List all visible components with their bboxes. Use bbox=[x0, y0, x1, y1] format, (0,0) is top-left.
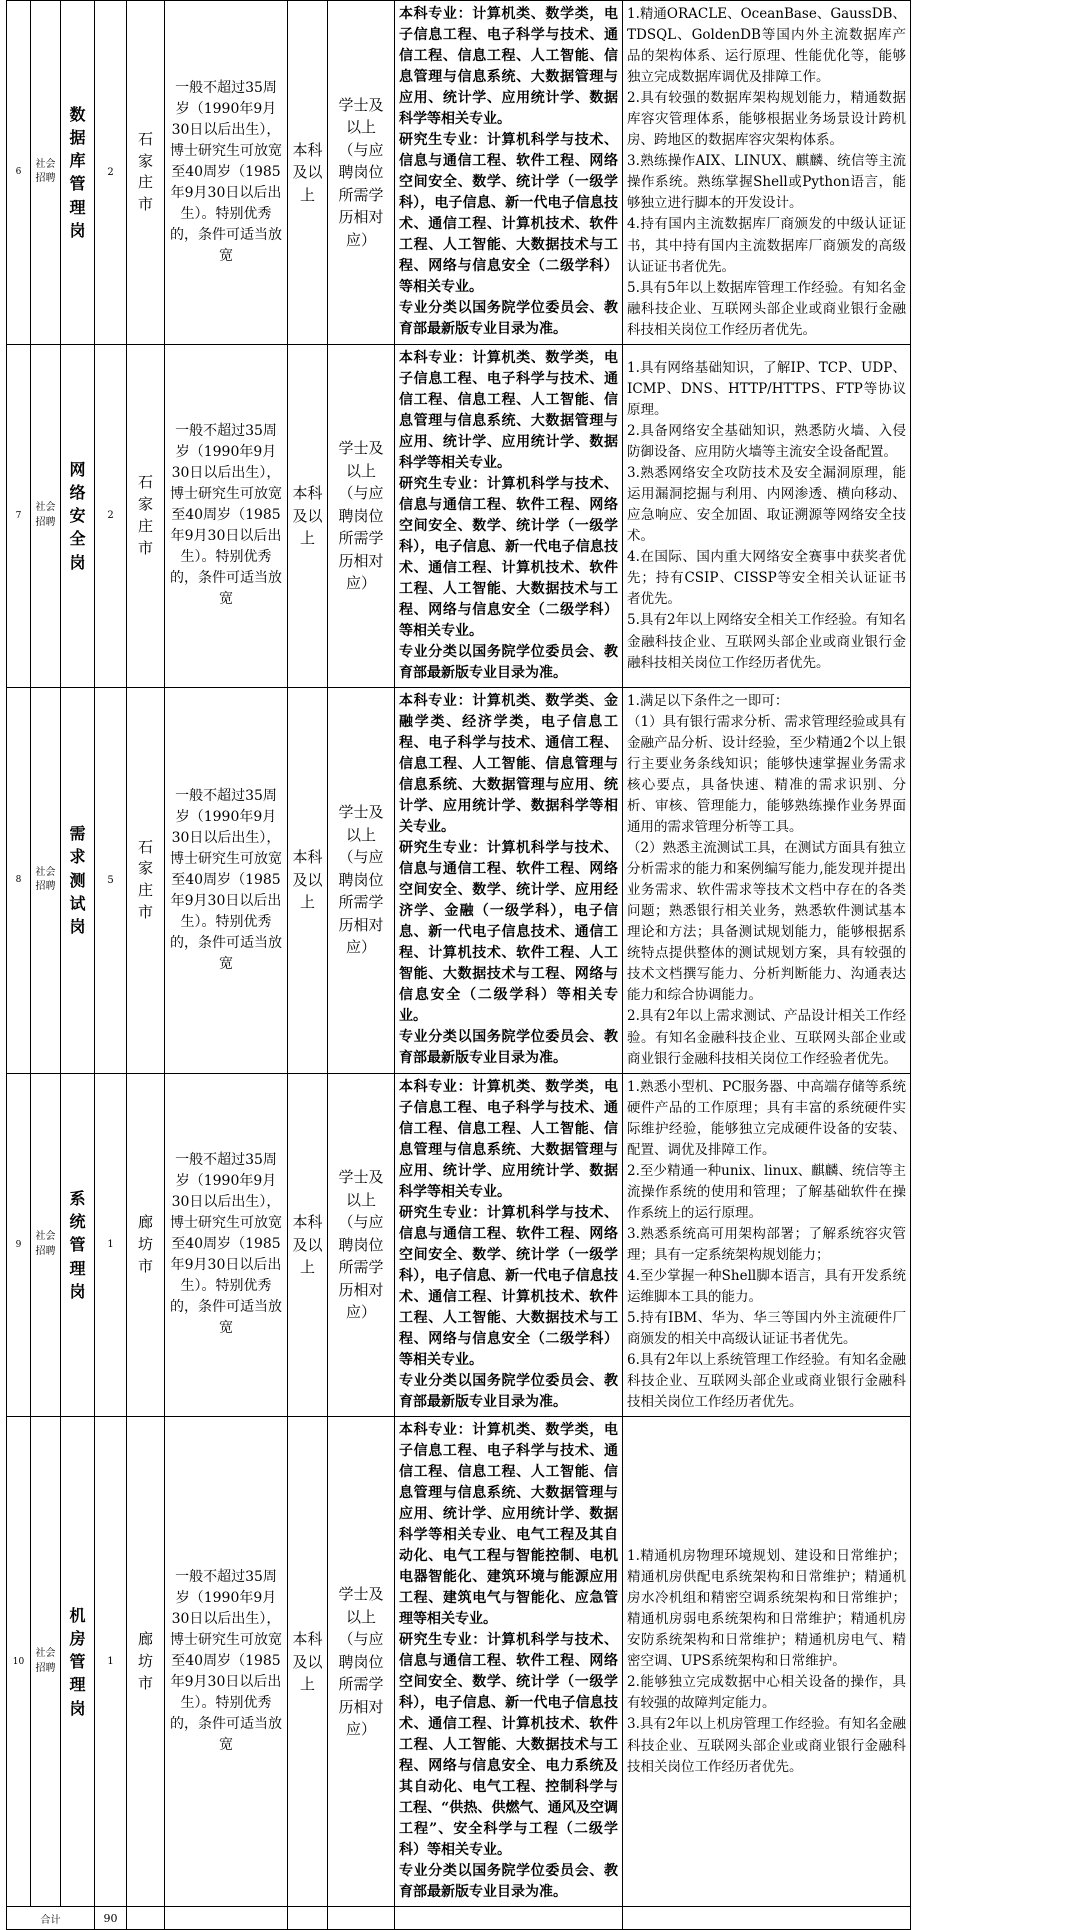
requirement-line: 1.精通ORACLE、OceanBase、GaussDB、TDSQL、GoldenDB等国内外主流数据库产品的架构体系、运行原理、性能优化等，能够独立完成数据库调优及排障工作。 bbox=[627, 6, 906, 86]
requirement-line: 4.在国际、国内重大网络安全赛事中获奖者优先；持有CSIP、CISSP等安全相关认证证书者优先。 bbox=[627, 549, 906, 608]
job-requirements bbox=[623, 687, 911, 1073]
age-requirement: 一般不超过35周岁（1990年9月30日以后出生），博士研究生可放宽至40周岁（1985年9月30日以后出生）。特别优秀的，条件可适当放宽 bbox=[165, 1, 288, 345]
age-requirement: 一般不超过35周岁（1990年9月30日以后出生），博士研究生可放宽至40周岁（1985年9月30日以后出生）。特别优秀的，条件可适当放宽 bbox=[165, 1073, 288, 1417]
empty-cell bbox=[127, 1907, 165, 1930]
age-requirement: 一般不超过35周岁（1990年9月30日以后出生），博士研究生可放宽至40周岁（1985年9月30日以后出生）。特别优秀的，条件可适当放宽 bbox=[165, 344, 288, 687]
total-label: 合计 bbox=[7, 1907, 95, 1930]
empty-cell bbox=[328, 1907, 395, 1930]
requirement-line: 6.具有2年以上系统管理工作经验。有知名金融科技企业、互联网头部企业或商业银行金融科技相关岗位工作经历者优先。 bbox=[627, 1352, 906, 1411]
requirement-line: 5.持有IBM、华为、华三等国内外主流硬件厂商颁发的相关中高级认证证书者优先。 bbox=[627, 1310, 906, 1348]
major-line: 专业分类以国务院学位委员会、教育部最新版专业目录为准。 bbox=[399, 643, 618, 681]
table-row bbox=[7, 344, 911, 687]
major-line: 研究生专业：计算机科学与技术、信息与通信工程、软件工程、网络空间安全、数学、统计学（一级学科），电子信息、新一代电子信息技术、通信工程、计算机技术、软件工程、人工智能、大数据技术与工程、网络与信息安全（二级学科）等相关专业。 bbox=[399, 1204, 618, 1368]
row-number: 9 bbox=[7, 1073, 31, 1417]
major-line: 本科专业：计算机类、数学类、金融学类、经济学类，电子信息工程、电子科学与技术、通信工程、信息工程、人工智能、信息管理与信息系统、大数据管理与应用、统计学、应用统计学、数据科学等相关专业。 bbox=[399, 693, 618, 836]
recruit-type: 社会招聘 bbox=[31, 1417, 61, 1907]
education-requirement: 本科及以上 bbox=[288, 1073, 328, 1417]
major-line: 专业分类以国务院学位委员会、教育部最新版专业目录为准。 bbox=[399, 1029, 618, 1067]
position-name: 网络安全岗 bbox=[61, 344, 95, 687]
major-requirements bbox=[395, 1417, 623, 1907]
degree-requirement: 学士及以上（与应聘岗位所需学历相对应） bbox=[328, 1, 395, 345]
requirement-line: 2.具备网络安全基础知识，熟悉防火墙、入侵防御设备、应用防火墙等主流安全设备配置。 bbox=[627, 423, 906, 461]
headcount: 5 bbox=[95, 687, 127, 1073]
total-count: 90 bbox=[95, 1907, 127, 1930]
row-number: 8 bbox=[7, 687, 31, 1073]
education-requirement: 本科及以上 bbox=[288, 1417, 328, 1907]
job-requirements bbox=[623, 1073, 911, 1417]
table-body bbox=[7, 1, 911, 1930]
requirement-line: 1.具有网络基础知识，了解IP、TCP、UDP、ICMP、DNS、HTTP/HTTPS、FTP等协议原理。 bbox=[627, 359, 906, 418]
position-name: 系统管理岗 bbox=[61, 1073, 95, 1417]
major-line: 研究生专业：计算机科学与技术、信息与通信工程、软件工程、网络空间安全、数学、统计学（一级学科），电子信息、新一代电子信息技术、通信工程、计算机技术、软件工程、人工智能、大数据技术与工程、网络与信息安全（二级学科）等相关专业。 bbox=[399, 132, 618, 296]
row-number: 7 bbox=[7, 344, 31, 687]
recruit-type: 社会招聘 bbox=[31, 1073, 61, 1417]
requirement-line: 2.至少精通一种unix、linux、麒麟、统信等主流操作系统的使用和管理；了解基础软件在操作系统上的运行原理。 bbox=[627, 1162, 906, 1221]
work-location: 廊坊市 bbox=[127, 1417, 165, 1907]
degree-requirement: 学士及以上（与应聘岗位所需学历相对应） bbox=[328, 687, 395, 1073]
major-line: 专业分类以国务院学位委员会、教育部最新版专业目录为准。 bbox=[399, 1372, 618, 1410]
major-requirements bbox=[395, 344, 623, 687]
empty-cell bbox=[623, 1907, 911, 1930]
recruitment-table bbox=[6, 0, 911, 1930]
job-requirements bbox=[623, 1417, 911, 1907]
major-line: 本科专业：计算机类、数学类，电子信息工程、电子科学与技术、通信工程、信息工程、人工智能、信息管理与信息系统、大数据管理与应用、统计学、应用统计学、数据科学等相关专业。 bbox=[399, 349, 618, 471]
table-row bbox=[7, 1417, 911, 1907]
requirement-line: 4.持有国内主流数据库厂商颁发的中级认证证书，其中持有国内主流数据库厂商颁发的高级认证证书者优先。 bbox=[627, 216, 906, 275]
job-requirements bbox=[623, 344, 911, 687]
table-row bbox=[7, 1073, 911, 1417]
major-requirements bbox=[395, 1073, 623, 1417]
requirement-line: 1.熟悉小型机、PC服务器、中高端存储等系统硬件产品的工作原理；具有丰富的系统硬件实际维护经验，能够独立完成硬件设备的安装、配置、调优及排障工作。 bbox=[627, 1078, 906, 1158]
requirement-line: 3.熟悉系统高可用架构部署；了解系统容灾管理；具有一定系统架构规划能力； bbox=[627, 1225, 906, 1263]
headcount: 2 bbox=[95, 344, 127, 687]
recruit-type: 社会招聘 bbox=[31, 344, 61, 687]
education-requirement: 本科及以上 bbox=[288, 1, 328, 345]
requirement-line: 1.满足以下条件之一即可： bbox=[627, 692, 789, 709]
degree-requirement: 学士及以上（与应聘岗位所需学历相对应） bbox=[328, 1073, 395, 1417]
requirement-line: 3.具有2年以上机房管理工作经验。有知名金融科技企业、互联网头部企业或商业银行金融科技相关岗位工作经历者优先。 bbox=[627, 1716, 906, 1775]
headcount: 1 bbox=[95, 1417, 127, 1907]
total-row bbox=[7, 1907, 911, 1930]
requirement-line: 4.至少掌握一种Shell脚本语言，具有开发系统运维脚本工具的能力。 bbox=[627, 1268, 906, 1306]
requirement-line: 3.熟悉网络安全攻防技术及安全漏洞原理，能运用漏洞挖掘与利用、内网渗透、横向移动、应急响应、安全加固、取证溯源等网络安全技术。 bbox=[627, 465, 906, 545]
position-name: 数据库管理岗 bbox=[61, 1, 95, 345]
requirement-line: 2.具有2年以上需求测试、产品设计相关工作经验。有知名金融科技企业、互联网头部企业或商业银行金融科技相关岗位工作经验者优先。 bbox=[627, 1008, 906, 1067]
empty-cell bbox=[395, 1907, 623, 1930]
requirement-line: 5.具有2年以上网络安全相关工作经验。有知名金融科技企业、互联网头部企业或商业银行金融科技相关岗位工作经历者优先。 bbox=[627, 612, 906, 671]
work-location: 石家庄市 bbox=[127, 687, 165, 1073]
recruit-type: 社会招聘 bbox=[31, 687, 61, 1073]
work-location: 石家庄市 bbox=[127, 1, 165, 345]
job-requirements bbox=[623, 1, 911, 345]
empty-cell bbox=[165, 1907, 288, 1930]
major-line: 研究生专业：计算机科学与技术、信息与通信工程、软件工程、网络空间安全、数学、统计学、应用经济学、金融（一级学科），电子信息、新一代电子信息技术、通信工程、计算机技术、软件工程、人工智能、大数据技术与工程、网络与信息安全（二级学科）等相关专业。 bbox=[399, 840, 618, 1025]
requirement-line: （1）具有银行需求分析、需求管理经验或具有金融产品分析、设计经验，至少精通2个以上银行主要业务条线知识；能够快速掌握业务需求核心要点，具备快速、精准的需求识别、分析、审核、管理能力，能够熟练操作业务界面通用的需求管理分析等工具。 bbox=[627, 713, 906, 836]
education-requirement: 本科及以上 bbox=[288, 687, 328, 1073]
degree-requirement: 学士及以上（与应聘岗位所需学历相对应） bbox=[328, 344, 395, 687]
headcount: 1 bbox=[95, 1073, 127, 1417]
requirement-line: （2）熟悉主流测试工具，在测试方面具有独立分析需求的能力和案例编写能力,能发现并提出业务需求、软件需求等技术文档中存在的各类问题；熟悉银行相关业务，熟悉软件测试基本理论和方法；具备测试规划能力，能够根据系统特点提供整体的测试规划方案，具有较强的技术文档撰写能力、分析判断能力、沟通表达能力和综合协调能力。 bbox=[627, 840, 906, 1004]
major-line: 研究生专业：计算机科学与技术、信息与通信工程、软件工程、网络空间安全、数学、统计学（一级学科），电子信息、新一代电子信息技术、通信工程、计算机技术、软件工程、人工智能、大数据技术与工程、网络与信息安全、电力系统及其自动化、电气工程、控制科学与工程、“供热、供燃气、通风及空调工程”、安全科学与工程（二级学科）等相关专业。 bbox=[399, 1632, 618, 1859]
requirement-line: 1.精通机房物理环境规划、建设和日常维护；精通机房供配电系统架构和日常维护；精通机房水冷机组和精密空调系统架构和日常维护；精通机房弱电系统架构和日常维护；精通机房安防系统架构和日常维护；精通机房电气、精密空调、UPS系统架构和日常维护。 bbox=[627, 1548, 906, 1670]
requirement-line: 5.具有5年以上数据库管理工作经验。有知名金融科技企业、互联网头部企业或商业银行金融科技相关岗位工作经历者优先。 bbox=[627, 279, 906, 338]
major-line: 本科专业：计算机类、数学类，电子信息工程、电子科学与技术、通信工程、信息工程、人工智能、信息管理与信息系统、大数据管理与应用、统计学、应用统计学、数据科学等相关专业。 bbox=[399, 1078, 618, 1200]
row-number: 6 bbox=[7, 1, 31, 345]
degree-requirement: 学士及以上（与应聘岗位所需学历相对应） bbox=[328, 1417, 395, 1907]
headcount: 2 bbox=[95, 1, 127, 345]
major-line: 本科专业：计算机类、数学类，电子信息工程、电子科学与技术、通信工程、信息工程、人工智能、信息管理与信息系统、大数据管理与应用、统计学、应用统计学、数据科学等相关专业、电气工程及其自动化、电气工程与智能控制、电机电器智能化、建筑环境与能源应用工程、建筑电气与智能化、应急管理等相关专业。 bbox=[399, 1422, 618, 1628]
age-requirement: 一般不超过35周岁（1990年9月30日以后出生），博士研究生可放宽至40周岁（1985年9月30日以后出生）。特别优秀的，条件可适当放宽 bbox=[165, 687, 288, 1073]
major-line: 专业分类以国务院学位委员会、教育部最新版专业目录为准。 bbox=[399, 1863, 618, 1901]
major-requirements bbox=[395, 687, 623, 1073]
position-name: 机房管理岗 bbox=[61, 1417, 95, 1907]
major-line: 本科专业：计算机类、数学类，电子信息工程、电子科学与技术、通信工程、信息工程、人工智能、信息管理与信息系统、大数据管理与应用、统计学、应用统计学、数据科学等相关专业。 bbox=[399, 6, 618, 128]
requirement-line: 2.具有较强的数据库架构规划能力，精通数据库容灾管理体系，能够根据业务场景设计跨机房、跨地区的数据库容灾架构体系。 bbox=[627, 90, 906, 149]
work-location: 石家庄市 bbox=[127, 344, 165, 687]
work-location: 廊坊市 bbox=[127, 1073, 165, 1417]
empty-cell bbox=[288, 1907, 328, 1930]
education-requirement: 本科及以上 bbox=[288, 344, 328, 687]
requirement-line: 2.能够独立完成数据中心相关设备的操作，具有较强的故障判定能力。 bbox=[627, 1674, 906, 1712]
recruit-type: 社会招聘 bbox=[31, 1, 61, 345]
requirement-line: 3.熟练操作AIX、LINUX、麒麟、统信等主流操作系统。熟练掌握Shell或Python语言，能够独立进行脚本的开发设计。 bbox=[627, 153, 906, 212]
table-row bbox=[7, 687, 911, 1073]
major-line: 专业分类以国务院学位委员会、教育部最新版专业目录为准。 bbox=[399, 300, 618, 338]
row-number: 10 bbox=[7, 1417, 31, 1907]
table-row bbox=[7, 1, 911, 345]
position-name: 需求测试岗 bbox=[61, 687, 95, 1073]
major-requirements bbox=[395, 1, 623, 345]
major-line: 研究生专业：计算机科学与技术、信息与通信工程、软件工程、网络空间安全、数学、统计学（一级学科），电子信息、新一代电子信息技术、通信工程、计算机技术、软件工程、人工智能、大数据技术与工程、网络与信息安全（二级学科）等相关专业。 bbox=[399, 475, 618, 639]
age-requirement: 一般不超过35周岁（1990年9月30日以后出生），博士研究生可放宽至40周岁（1985年9月30日以后出生）。特别优秀的，条件可适当放宽 bbox=[165, 1417, 288, 1907]
